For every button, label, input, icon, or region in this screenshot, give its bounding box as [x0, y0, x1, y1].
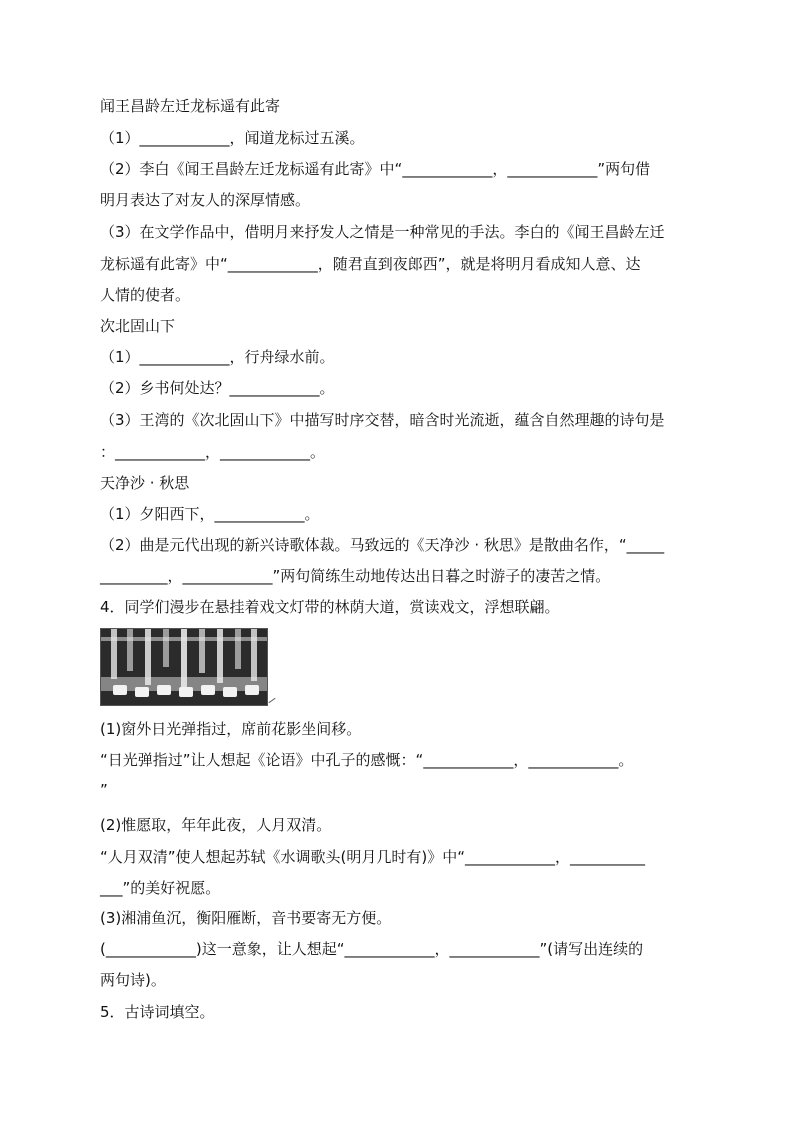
question-line: _________，____________”两句简练生动地传达出日暮之时游子的凄苦之情。	[100, 567, 611, 585]
question-line: （2）李白《闻王昌龄左迁龙标遥有此寄》中“____________，____________”两句借	[100, 160, 651, 178]
poem-title-1: 闻王昌龄左迁龙标遥有此寄	[100, 97, 281, 115]
question-line: （3）王湾的《次北固山下》中描写时序交替，暗含时光流逝，蕴含自然理趣的诗句是	[100, 411, 665, 429]
subquestion-1: (1)窗外日光弹指过，席前花影坐间移。	[100, 720, 362, 738]
question-line: （2）曲是元代出现的新兴诗歌体裁。马致远的《天净沙 · 秋思》是散曲名作，“_____	[100, 536, 665, 554]
question-line: 两句诗)。	[100, 971, 166, 989]
question-line: (____________)这一意象，让人想起“____________，____________”(请写出连续的	[100, 940, 644, 958]
question-line: “人月双清”使人想起苏轼《水调歌头(明月几时有)》中“____________，__________	[100, 848, 646, 866]
poem-title-2: 次北固山下	[100, 317, 176, 335]
question-line: 人情的使者。	[100, 286, 191, 304]
question-5-stem: 5．古诗词填空。	[100, 1003, 215, 1021]
question-line: （1）____________，闻道龙标过五溪。	[100, 129, 365, 147]
lantern-street-photo	[100, 628, 268, 706]
question-line: 龙标遥有此寄》中“____________，随君直到夜郎西”，就是将明月看成知人意、达	[100, 255, 641, 273]
question-line: ”	[100, 781, 108, 799]
question-4-stem: 4．同学们漫步在悬挂着戏文灯带的林荫大道，赏读戏文，浮想联翩。	[100, 598, 560, 616]
poem-title-3: 天净沙 · 秋思	[100, 474, 190, 492]
subquestion-2: (2)惟愿取，年年此夜，人月双清。	[100, 816, 332, 834]
subquestion-3: (3)湘浦鱼沉，衡阳雁断，音书要寄无方便。	[100, 909, 392, 927]
question-line: （3）在文学作品中，借明月来抒发人之情是一种常见的手法。李白的《闻王昌龄左迁	[100, 223, 665, 241]
question-line: ：____________，____________。	[100, 443, 326, 461]
image-corner-mark	[268, 698, 275, 703]
question-line: “日光弹指过”让人想起《论语》中孔子的感慨：“____________，____________。	[100, 751, 634, 769]
question-line: （1）夕阳西下，____________。	[100, 505, 320, 523]
question-line: （1）____________，行舟绿水前。	[100, 348, 335, 366]
question-line: ___”的美好祝愿。	[100, 879, 221, 897]
question-line: 明月表达了对友人的深厚情感。	[100, 191, 311, 209]
question-line: （2）乡书何处达？____________。	[100, 379, 335, 397]
